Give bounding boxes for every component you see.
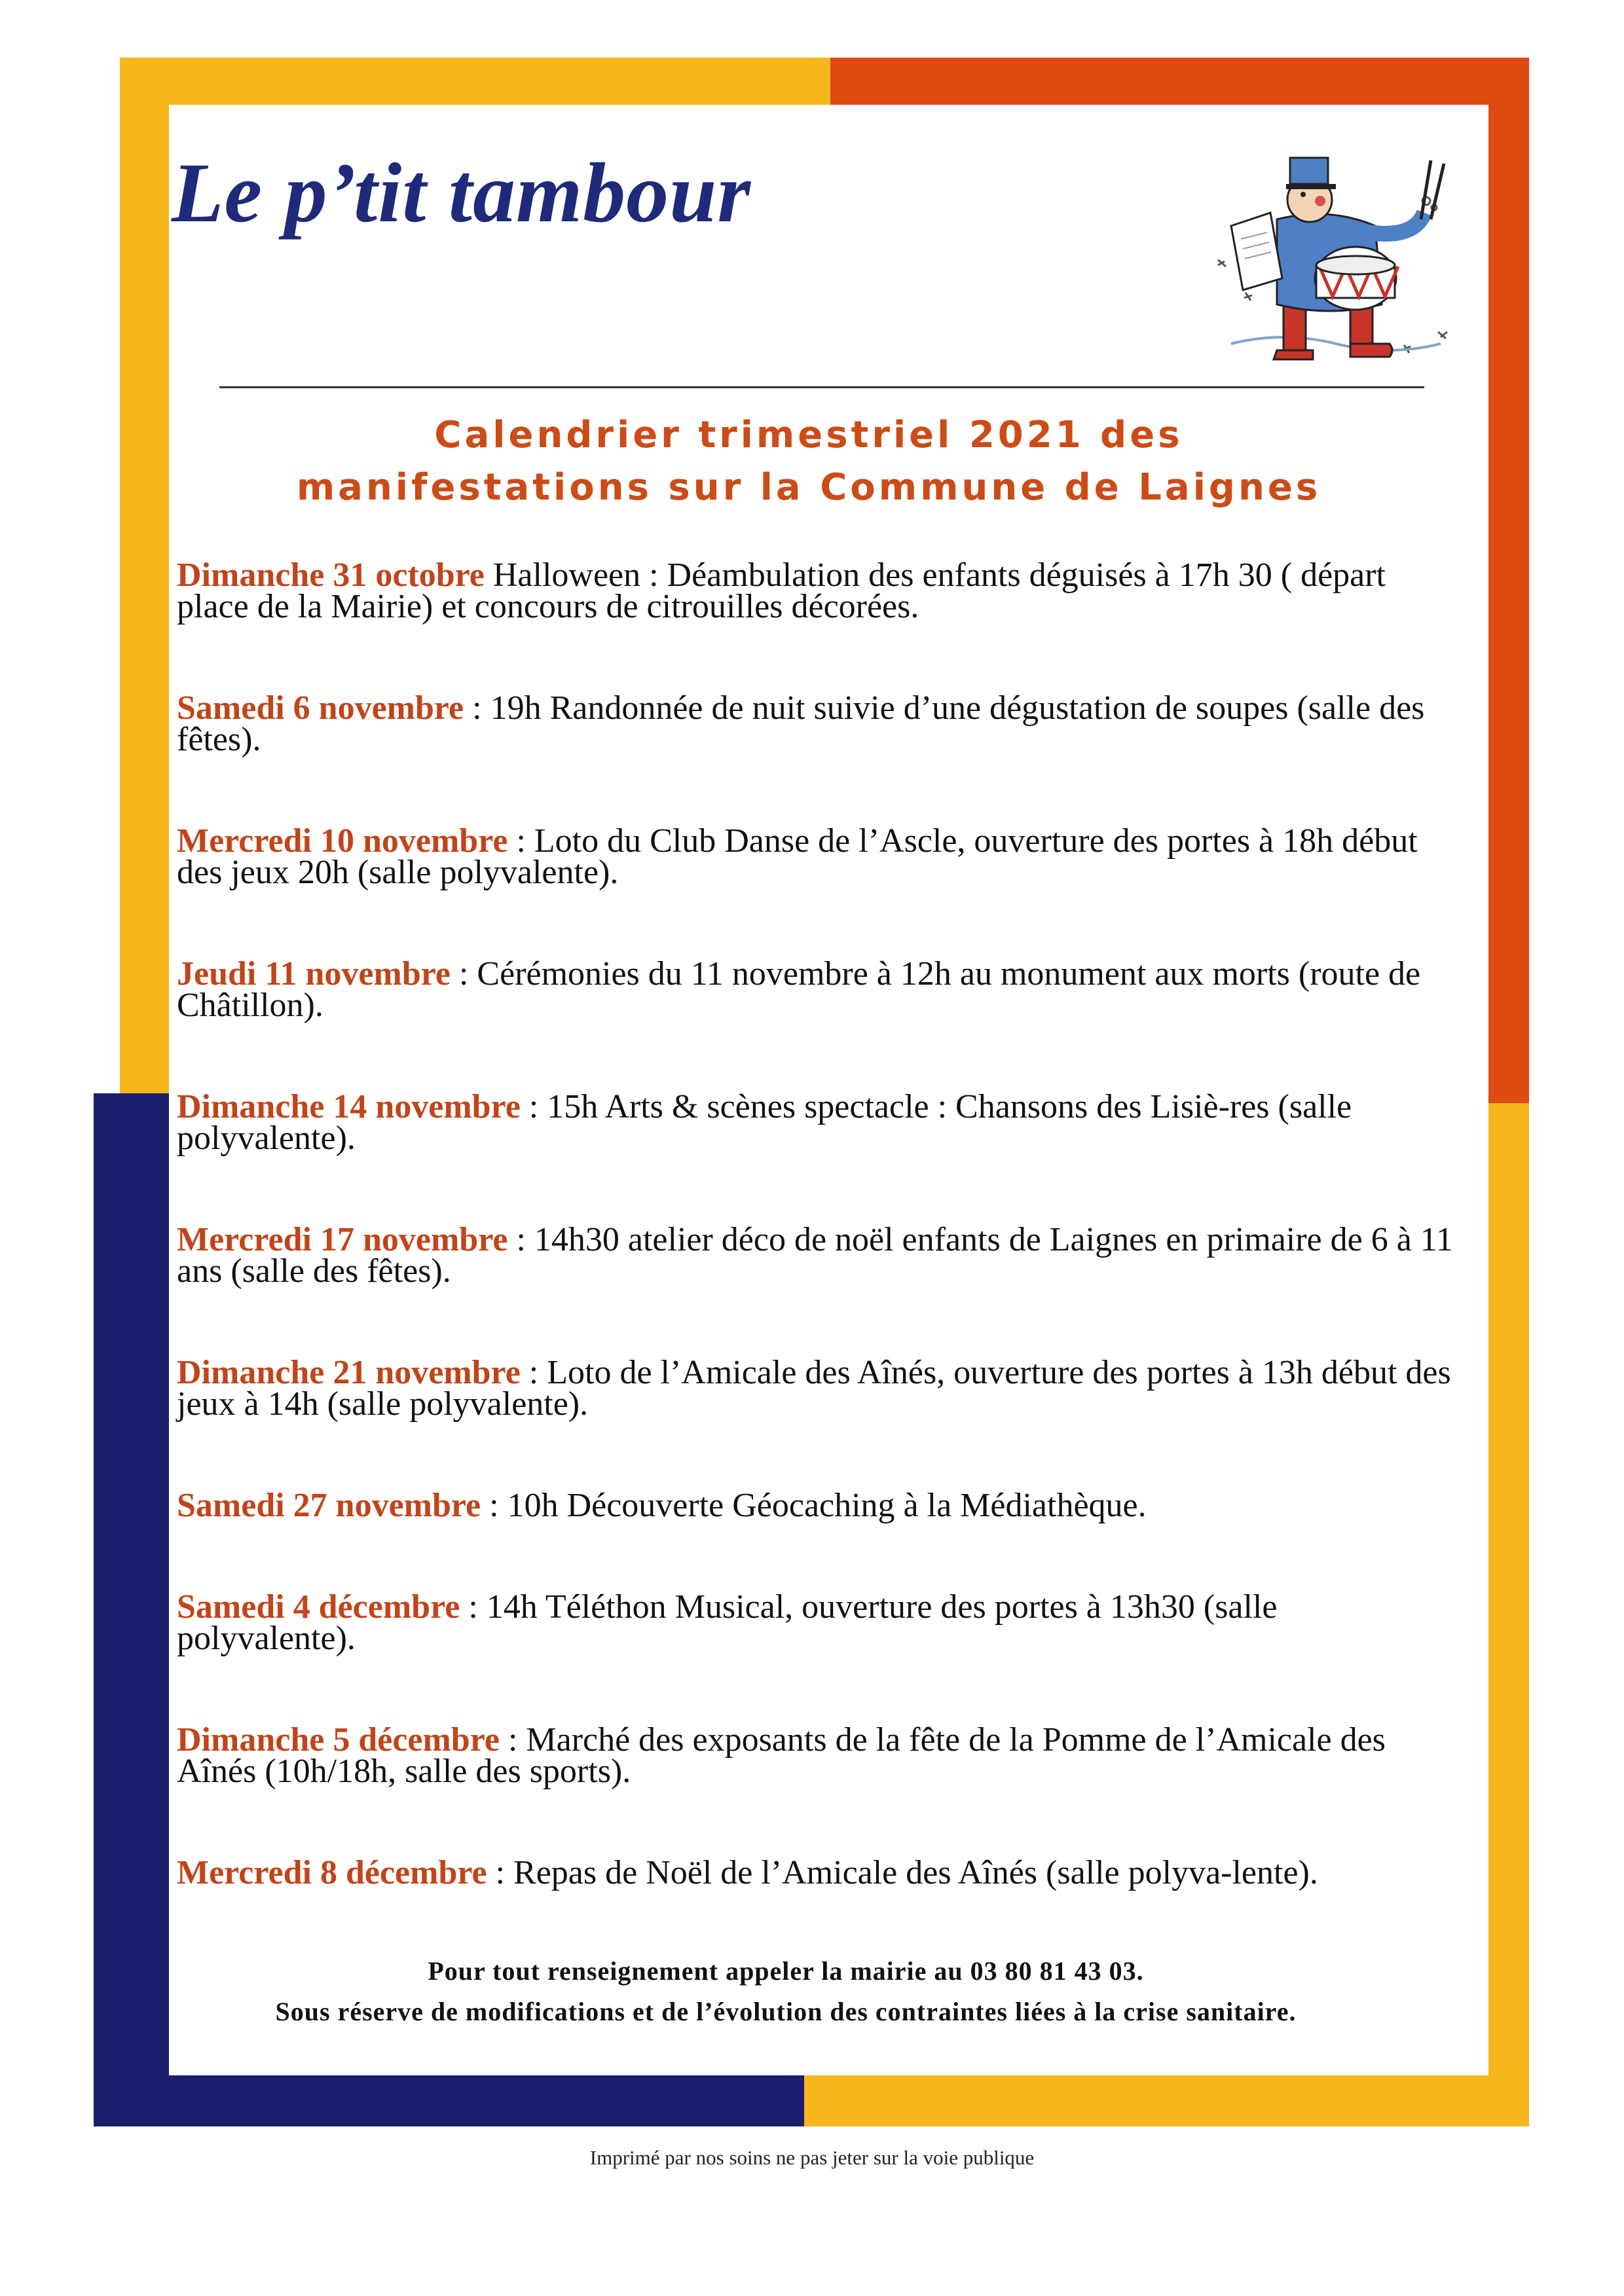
event-date: Dimanche 14 novembre xyxy=(177,1088,521,1125)
frame-right-orange xyxy=(1488,58,1529,1103)
contact-line: Pour tout renseignement appeler la mairie au 03 80 81 43 03. xyxy=(428,1956,1144,1986)
event-list xyxy=(177,556,1460,1959)
event-date: Mercredi 8 décembre xyxy=(177,1854,487,1891)
header-divider xyxy=(219,386,1424,388)
event-description: : Loto du Club Danse de l’Ascle, ouverture des portes à 18h début des jeux 20h (salle polyvalente). xyxy=(177,822,1418,891)
event-description: : 14h30 atelier déco de noël enfants de Laignes en primaire de 6 à 11 ans (salle des fêtes). xyxy=(177,1221,1453,1290)
event-date: Dimanche 21 novembre xyxy=(177,1354,521,1391)
event-item xyxy=(177,556,1460,625)
event-date: Jeudi 11 novembre xyxy=(177,955,451,993)
frame-bottom-navy xyxy=(94,2075,804,2126)
event-description: : 10h Découverte Géocaching à la Médiathèque. xyxy=(481,1487,1147,1524)
event-item xyxy=(177,1588,1460,1657)
event-date: Samedi 6 novembre xyxy=(177,689,464,727)
event-description: Halloween : Déambulation des enfants déguisés à 17h 30 ( départ place de la Mairie) et concours de citrouilles décorées. xyxy=(177,556,1386,625)
frame-top-right-orange xyxy=(830,58,1529,105)
event-date: Samedi 27 novembre xyxy=(177,1487,481,1524)
event-description: : 14h Téléthon Musical, ouverture des portes à 13h30 (salle polyvalente). xyxy=(177,1588,1278,1657)
event-date: Mercredi 17 novembre xyxy=(177,1221,508,1258)
event-date: Dimanche 5 décembre xyxy=(177,1721,500,1758)
event-item xyxy=(177,1487,1460,1524)
event-item xyxy=(177,822,1460,891)
event-item xyxy=(177,1221,1460,1290)
frame-left-navy xyxy=(94,1093,169,2126)
calendar-heading-line2: manifestations sur la Commune de Laignes xyxy=(296,466,1321,509)
event-description: : Marché des exposants de la fête de la Pomme de l’Amicale des Aînés (10h/18h, salle des sports). xyxy=(177,1721,1386,1790)
event-item xyxy=(177,1721,1460,1790)
event-date: Mercredi 10 novembre xyxy=(177,822,508,860)
calendar-heading xyxy=(223,409,1395,514)
frame-bottom-yellow xyxy=(804,2075,1529,2126)
page-title: Le p’tit tambour xyxy=(172,146,752,240)
drummer-icon xyxy=(1205,147,1467,383)
event-description: : Loto de l’Amicale des Aînés, ouverture des portes à 13h début des jeux à 14h (salle polyvalente). xyxy=(177,1354,1451,1423)
event-description: : Cérémonies du 11 novembre à 12h au monument aux morts (route de Châtillon). xyxy=(177,955,1421,1024)
event-item xyxy=(177,955,1460,1024)
event-item xyxy=(177,1088,1460,1157)
calendar-heading-line1: Calendrier trimestriel 2021 des xyxy=(434,414,1183,456)
printed-notice: Imprimé par nos soins ne pas jeter sur la voie publique xyxy=(589,2146,1035,2169)
event-item xyxy=(177,1354,1460,1423)
event-description: : 19h Randonnée de nuit suivie d’une dégustation de soupes (salle des fêtes). xyxy=(177,689,1425,758)
event-date: Dimanche 31 octobre xyxy=(177,556,485,594)
footer-notice xyxy=(170,1951,1401,2032)
frame-right-yellow xyxy=(1488,1103,1529,2126)
event-description: : Repas de Noël de l’Amicale des Aînés (salle polyva-lente). xyxy=(487,1854,1318,1891)
event-item xyxy=(177,1854,1460,1891)
reserve-line: Sous réserve de modifications et de l’évolution des contraintes liées à la crise sanitaire. xyxy=(275,1997,1297,2026)
event-date: Samedi 4 décembre xyxy=(177,1588,460,1626)
event-item xyxy=(177,689,1460,758)
frame-left-yellow xyxy=(120,58,169,1093)
event-description: : 15h Arts & scènes spectacle : Chansons des Lisiè-res (salle polyvalente). xyxy=(177,1088,1352,1157)
frame-top-left-yellow xyxy=(120,58,830,105)
